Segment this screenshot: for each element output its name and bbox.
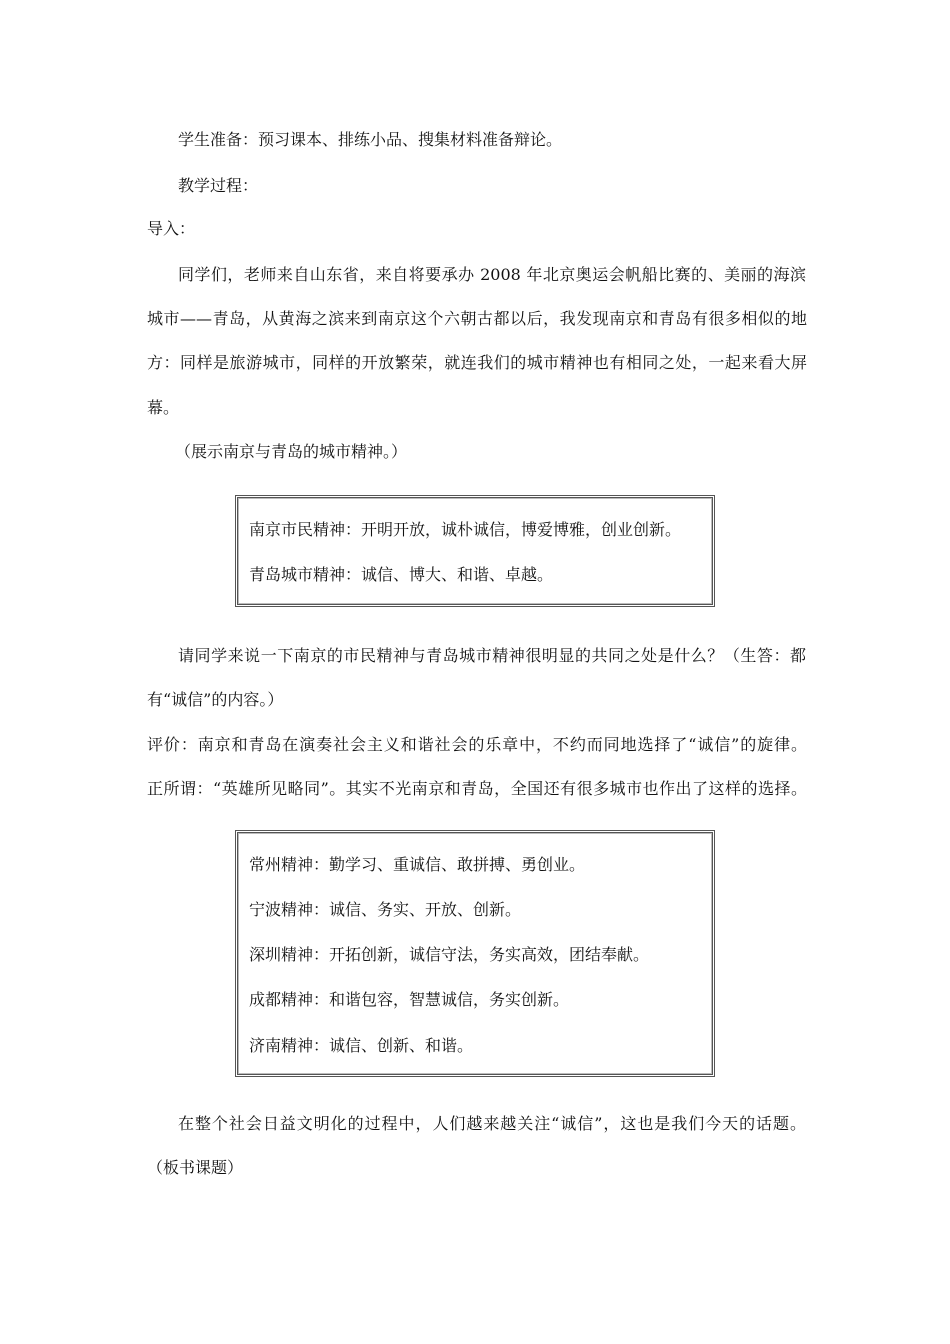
box2-line: 深圳精神：开拓创新，诚信守法，务实高效，团结奉献。 <box>249 945 650 964</box>
student-prep-line: 学生准备：预习课本、排练小品、搜集材料准备辩论。 <box>178 130 563 149</box>
box2-line: 成都精神：和谐包容，智慧诚信，务实创新。 <box>249 990 570 1009</box>
paragraph-1-line-4: 幕。 <box>147 398 180 417</box>
box1-line: 青岛城市精神：诚信、博大、和谐、卓越。 <box>249 565 554 584</box>
box1-line: 南京市民精神：开明开放，诚朴诚信，博爱博雅，创业创新。 <box>249 520 682 539</box>
closing-line-1: 在整个社会日益文明化的过程中，人们越来越关注“诚信”，这也是我们今天的话题。 <box>178 1114 806 1133</box>
paragraph-1-line-2: 城市——青岛，从黄海之滨来到南京这个六朝古都以后，我发现南京和青岛有很多相似的地 <box>147 309 807 328</box>
closing-line-2: （板书课题） <box>147 1158 244 1177</box>
box2-line: 济南精神：诚信、创新、和谐。 <box>249 1036 474 1055</box>
intro-heading: 导入： <box>147 219 196 238</box>
evaluation-line-2: 正所谓：“英雄所见略同”。其实不光南京和青岛，全国还有很多城市也作出了这样的选择。 <box>147 779 807 798</box>
paragraph-1-line-3: 方：同样是旅游城市，同样的开放繁荣，就连我们的城市精神也有相同之处，一起来看大屏 <box>147 353 807 372</box>
question-line-2: 有“诚信”的内容。） <box>147 690 284 709</box>
paragraph-1-line-1: 同学们，老师来自山东省，来自将要承办 2008 年北京奥运会帆船比赛的、美丽的海滨 <box>178 265 806 284</box>
box2-line: 宁波精神：诚信、务实、开放、创新。 <box>249 900 522 919</box>
show-note: （展示南京与青岛的城市精神。） <box>175 442 408 461</box>
teaching-process-heading: 教学过程： <box>178 176 259 195</box>
nanjing-qingdao-spirit-box <box>235 495 715 607</box>
box2-line: 常州精神：勤学习、重诚信、敢拼搏、勇创业。 <box>249 855 586 874</box>
evaluation-line-1: 评价：南京和青岛在演奏社会主义和谐社会的乐章中，不约而同地选择了“诚信”的旋律。 <box>147 735 807 754</box>
city-spirit-box <box>235 830 715 1077</box>
question-line-1: 请同学来说一下南京的市民精神与青岛城市精神很明显的共同之处是什么？（生答：都 <box>178 646 806 665</box>
